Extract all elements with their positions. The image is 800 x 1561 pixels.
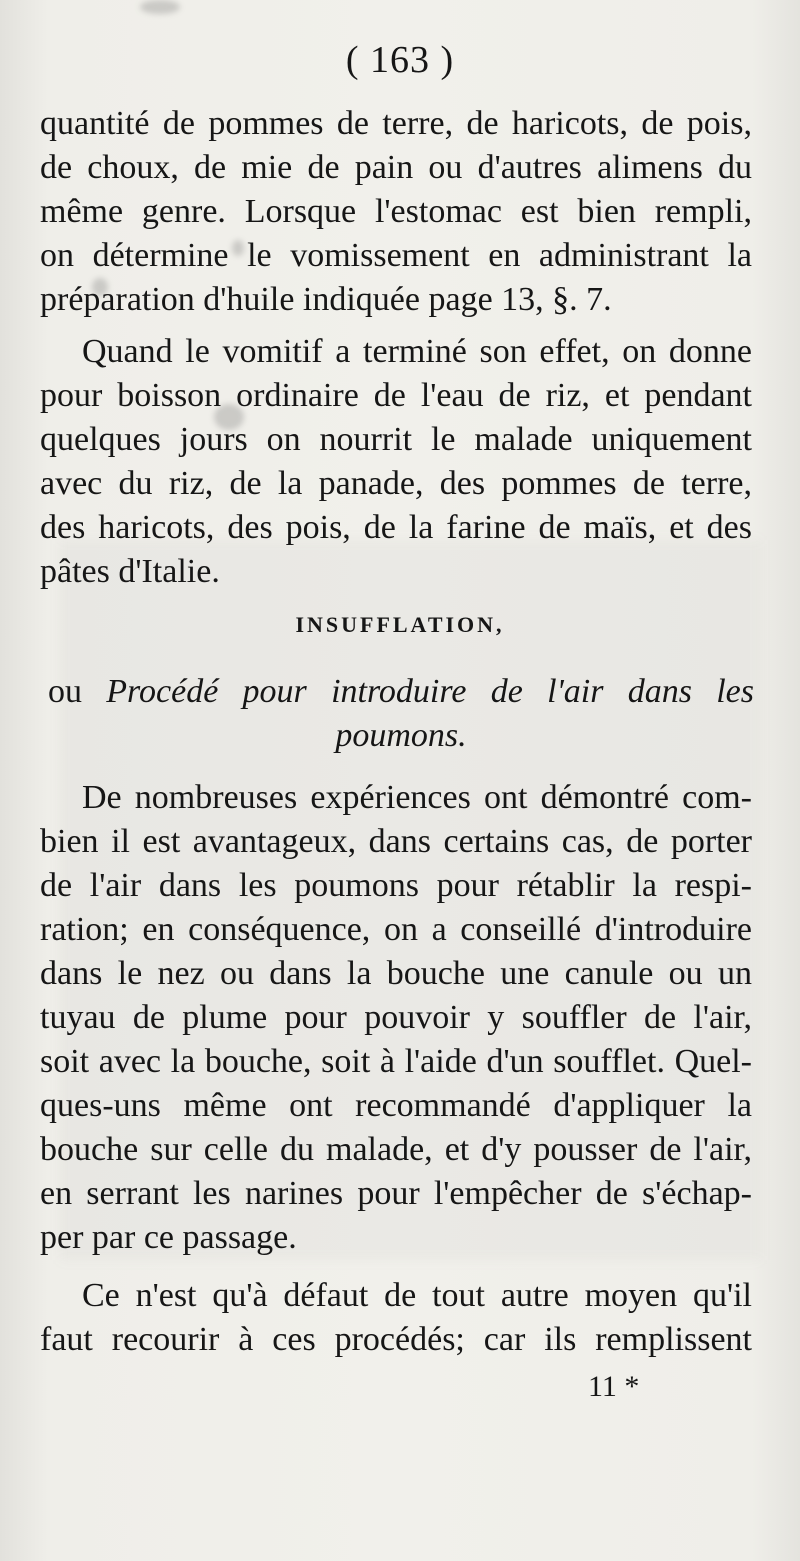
text-line: quelques jours on nourrit le malade uniquement — [40, 421, 752, 458]
text-line: soit avec la bouche, soit à l'aide d'un soufflet. Quel- — [40, 1043, 752, 1080]
text-line: ques-uns même ont recommandé d'appliquer la — [40, 1087, 752, 1124]
text-line: de l'air dans les poumons pour rétablir la respi- — [40, 867, 752, 904]
section-subtitle — [48, 670, 754, 758]
text-line: tuyau de plume pour pouvoir y souffler de l'air, — [40, 999, 752, 1036]
text-line: faut recourir à ces procédés; car ils remplissent — [40, 1321, 752, 1358]
text-line: de choux, de mie de pain ou d'autres alimens du — [40, 149, 752, 186]
paragraph-2 — [40, 330, 752, 594]
paragraph-4 — [40, 1274, 752, 1362]
subtitle-prefix: ou — [48, 673, 82, 710]
text-line: pâtes d'Italie. — [40, 553, 220, 590]
text-line: bien il est avantageux, dans certains cas, de porter — [40, 823, 752, 860]
text-line: même genre. Lorsque l'estomac est bien rempli, — [40, 193, 752, 230]
signature-mark: 11 * — [588, 1370, 640, 1403]
text-line: dans le nez ou dans la bouche une canule ou un — [40, 955, 752, 992]
subtitle-italic-line: Procédé pour introduire de l'air dans les — [106, 673, 754, 710]
paragraph-3 — [40, 776, 752, 1260]
subtitle-italic-line: poumons. — [335, 717, 467, 754]
text-line: bouche sur celle du malade, et d'y pousser de l'air, — [40, 1131, 752, 1168]
text-line: per par ce passage. — [40, 1219, 297, 1256]
text-line: quantité de pommes de terre, de haricots, de pois, — [40, 105, 752, 142]
paragraph-1 — [40, 102, 752, 322]
section-heading: INSUFFLATION, — [295, 612, 505, 637]
text-line: Ce n'est qu'à défaut de tout autre moyen qu'il — [82, 1277, 752, 1314]
page-number: ( 163 ) — [345, 39, 455, 81]
ink-spot — [140, 0, 180, 14]
text-line: préparation d'huile indiquée page 13, §. 7. — [40, 281, 612, 318]
text-line: des haricots, des pois, de la farine de maïs, et des — [40, 509, 752, 546]
text-line: on détermine le vomissement en administrant la — [40, 237, 752, 274]
text-line: ration; en conséquence, on a conseillé d'introduire — [40, 911, 752, 948]
text-line: Quand le vomitif a terminé son effet, on donne — [82, 333, 752, 370]
text-line: en serrant les narines pour l'empêcher de s'échap- — [40, 1175, 752, 1212]
text-line: pour boisson ordinaire de l'eau de riz, et pendant — [40, 377, 752, 414]
text-line: De nombreuses expériences ont démontré com- — [82, 779, 752, 816]
text-line: avec du riz, de la panade, des pommes de terre, — [40, 465, 752, 502]
